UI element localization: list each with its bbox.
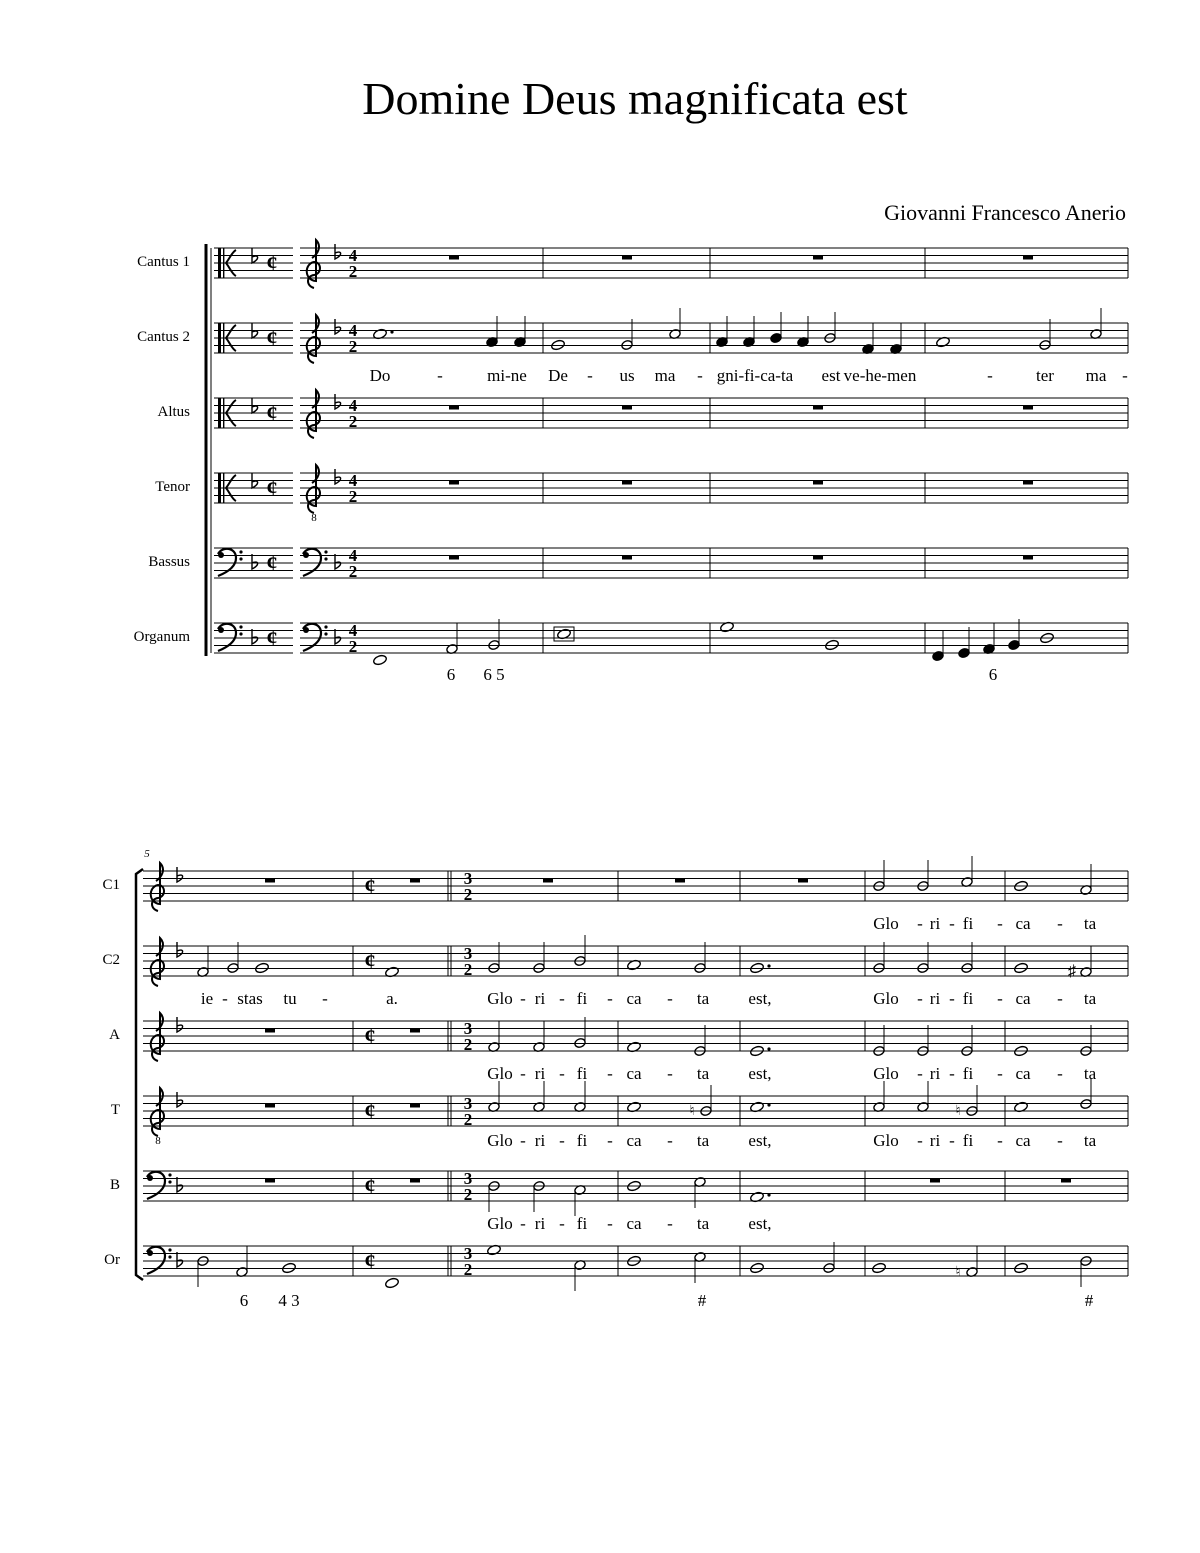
lyric-syllable: ter bbox=[1036, 366, 1054, 385]
time-signature-numerator: 4 bbox=[348, 246, 358, 265]
c-clef bbox=[218, 473, 221, 503]
cut-time-sign: ¢ bbox=[364, 873, 376, 898]
lyric-syllable: - bbox=[1057, 1064, 1063, 1083]
bass-clef-dot bbox=[168, 1180, 171, 1183]
bass-clef-dot bbox=[147, 1250, 153, 1256]
whole-rest bbox=[543, 879, 553, 883]
note-head bbox=[958, 647, 971, 658]
bass-clef-dot bbox=[303, 552, 309, 558]
lyric-syllable: - bbox=[697, 366, 703, 385]
bass-clef-dot bbox=[239, 550, 242, 553]
octave-mark: 8 bbox=[155, 1135, 161, 1147]
whole-rest bbox=[410, 1104, 420, 1108]
cut-time-sign: ¢ bbox=[266, 400, 278, 425]
flat-sign bbox=[177, 1177, 183, 1192]
whole-rest bbox=[798, 879, 808, 883]
bass-clef-dot bbox=[168, 1173, 171, 1176]
cut-time-sign: ¢ bbox=[364, 1023, 376, 1048]
cut-time-sign: ¢ bbox=[266, 325, 278, 350]
treble-clef bbox=[307, 240, 320, 288]
whole-rest bbox=[622, 256, 632, 260]
bass-clef-dot bbox=[147, 1175, 153, 1181]
lyric-syllable: fi bbox=[962, 914, 974, 933]
time-signature-denominator: 2 bbox=[348, 562, 358, 581]
lyric-syllable: - bbox=[559, 1131, 565, 1150]
flat-sign bbox=[335, 629, 341, 644]
score-title: Domine Deus magnificata est bbox=[362, 73, 908, 124]
c-clef bbox=[223, 248, 224, 278]
whole-rest bbox=[622, 481, 632, 485]
lyric-syllable: - bbox=[607, 1064, 613, 1083]
whole-rest bbox=[930, 1179, 940, 1183]
lyric-syllable: us bbox=[619, 366, 635, 385]
bass-clef-dot bbox=[303, 627, 309, 633]
lyric-syllable: - bbox=[949, 914, 955, 933]
score-text bbox=[144, 366, 1128, 1310]
lyric-syllable: fi bbox=[962, 989, 974, 1008]
lyric-syllable: ca bbox=[626, 1131, 642, 1150]
note-head bbox=[373, 654, 388, 666]
lyric-syllable: ta bbox=[1083, 1064, 1097, 1083]
dot bbox=[390, 330, 393, 333]
bass-clef-dot bbox=[324, 550, 327, 553]
lyric-syllable: - bbox=[949, 989, 955, 1008]
lyric-syllable: ca bbox=[1015, 1131, 1031, 1150]
voice-label: Cantus 1 bbox=[137, 254, 190, 270]
whole-rest bbox=[813, 256, 823, 260]
lyric-syllable: Glo bbox=[487, 989, 513, 1008]
lyric-syllable: - bbox=[667, 1064, 673, 1083]
lyric-syllable: - bbox=[987, 366, 993, 385]
lyric-syllable: est, bbox=[748, 1064, 772, 1083]
figured-bass: 6 bbox=[446, 665, 456, 684]
voice-label: B bbox=[109, 1177, 120, 1193]
lyric-syllable: est, bbox=[748, 989, 772, 1008]
cut-time-sign: ¢ bbox=[364, 1173, 376, 1198]
lyric-syllable: ca bbox=[626, 989, 642, 1008]
lyric-syllable: Do bbox=[369, 366, 391, 385]
lyric-syllable: fi bbox=[576, 1131, 588, 1150]
lyric-syllable: fi bbox=[576, 1064, 588, 1083]
figured-bass: 4 3 bbox=[278, 1291, 300, 1310]
bass-clef-dot bbox=[324, 557, 327, 560]
time-signature-denominator: 2 bbox=[463, 1035, 473, 1054]
lyric-syllable: - bbox=[997, 914, 1003, 933]
lyric-syllable: - bbox=[607, 1131, 613, 1150]
flat-sign bbox=[177, 1092, 183, 1107]
lyric-syllable: De bbox=[548, 366, 568, 385]
treble-clef bbox=[151, 863, 164, 911]
lyric-syllable: ca bbox=[1015, 914, 1031, 933]
treble-clef bbox=[151, 1088, 164, 1136]
lyric-syllable: - bbox=[559, 989, 565, 1008]
c-clef bbox=[223, 398, 224, 428]
bass-clef-dot bbox=[239, 632, 242, 635]
lyric-syllable: ca bbox=[626, 1064, 642, 1083]
flat-sign bbox=[335, 394, 341, 409]
whole-rest bbox=[265, 1029, 275, 1033]
note-head bbox=[932, 650, 945, 661]
lyric-syllable: - bbox=[520, 1214, 526, 1233]
lyric-syllable: fi bbox=[576, 1214, 588, 1233]
treble-clef bbox=[307, 465, 320, 513]
lyric-syllable: ri bbox=[534, 1214, 546, 1233]
figured-bass: 6 5 bbox=[483, 665, 505, 684]
time-signature-denominator: 2 bbox=[463, 1260, 473, 1279]
lyric-syllable: tu bbox=[283, 989, 297, 1008]
natural-sign: ♮ bbox=[689, 1104, 695, 1119]
bass-clef-dot bbox=[239, 557, 242, 560]
note-head bbox=[770, 332, 783, 343]
whole-rest bbox=[410, 1179, 420, 1183]
bass-clef-dot bbox=[168, 1255, 171, 1258]
lyric-syllable: ri bbox=[929, 1131, 941, 1150]
whole-rest bbox=[265, 1104, 275, 1108]
time-signature-numerator: 3 bbox=[463, 1169, 473, 1188]
time-signature-numerator: 3 bbox=[463, 944, 473, 963]
c-clef bbox=[218, 323, 221, 353]
lyric-syllable: - bbox=[917, 1064, 923, 1083]
time-signature-numerator: 3 bbox=[463, 869, 473, 888]
whole-rest bbox=[813, 406, 823, 410]
lyric-syllable: Glo bbox=[487, 1214, 513, 1233]
bass-clef-dot bbox=[324, 625, 327, 628]
bass-clef-dot bbox=[324, 632, 327, 635]
treble-clef bbox=[307, 390, 320, 438]
lyric-syllable: ta bbox=[1083, 1131, 1097, 1150]
note-head bbox=[1008, 639, 1021, 650]
lyric-syllable: - bbox=[559, 1214, 565, 1233]
lyric-syllable: - bbox=[917, 989, 923, 1008]
flat-sign bbox=[177, 942, 183, 957]
lyric-syllable: ri bbox=[929, 914, 941, 933]
whole-rest bbox=[265, 879, 275, 883]
octave-mark: 8 bbox=[311, 512, 317, 524]
lyric-syllable: ta bbox=[696, 989, 710, 1008]
lyric-syllable: - bbox=[587, 366, 593, 385]
lyric-syllable: - bbox=[667, 1131, 673, 1150]
cut-time-sign: ¢ bbox=[266, 550, 278, 575]
time-signature-denominator: 2 bbox=[348, 412, 358, 431]
lyric-syllable: est bbox=[821, 366, 841, 385]
sharp-sign: ♯ bbox=[1068, 963, 1076, 980]
natural-sign: ♮ bbox=[955, 1265, 961, 1280]
lyric-syllable: Glo bbox=[873, 914, 899, 933]
dot bbox=[767, 964, 770, 967]
figured-bass: # bbox=[1084, 1291, 1094, 1310]
time-signature-denominator: 2 bbox=[463, 885, 473, 904]
figured-bass: 6 bbox=[988, 665, 998, 684]
voice-label: C2 bbox=[102, 952, 120, 968]
whole-rest bbox=[1023, 256, 1033, 260]
lyric-syllable: ca bbox=[626, 1214, 642, 1233]
lyric-syllable: - bbox=[559, 1064, 565, 1083]
lyric-syllable: ta bbox=[696, 1064, 710, 1083]
bass-clef-dot bbox=[218, 627, 224, 633]
lyric-syllable: - bbox=[667, 1214, 673, 1233]
flat-sign bbox=[177, 1017, 183, 1032]
c-clef bbox=[218, 248, 221, 278]
lyric-syllable: gni-fi-ca-ta bbox=[716, 366, 794, 385]
voice-label: C1 bbox=[102, 877, 120, 893]
lyric-syllable: ta bbox=[1083, 914, 1097, 933]
figured-bass: # bbox=[697, 1291, 707, 1310]
lyric-syllable: Glo bbox=[873, 1064, 899, 1083]
treble-clef bbox=[307, 315, 320, 363]
cut-time-sign: ¢ bbox=[266, 475, 278, 500]
lyric-syllable: - bbox=[607, 1214, 613, 1233]
whole-rest bbox=[410, 1029, 420, 1033]
bass-clef-dot bbox=[168, 1248, 171, 1251]
c-clef bbox=[223, 473, 224, 503]
time-signature-denominator: 2 bbox=[463, 1110, 473, 1129]
whole-rest bbox=[675, 879, 685, 883]
flat-sign bbox=[335, 244, 341, 259]
time-signature-numerator: 3 bbox=[463, 1094, 473, 1113]
whole-rest bbox=[813, 556, 823, 560]
whole-rest bbox=[449, 256, 459, 260]
treble-clef bbox=[151, 938, 164, 986]
note-head bbox=[385, 1277, 400, 1289]
c-clef bbox=[223, 323, 224, 353]
lyric-syllable: - bbox=[520, 989, 526, 1008]
dot bbox=[767, 1103, 770, 1106]
voice-label: Organum bbox=[133, 629, 190, 645]
lyric-syllable: - bbox=[520, 1131, 526, 1150]
lyric-syllable: - bbox=[949, 1131, 955, 1150]
flat-sign bbox=[335, 554, 341, 569]
whole-rest bbox=[449, 406, 459, 410]
lyric-syllable: Glo bbox=[487, 1131, 513, 1150]
time-signature-numerator: 3 bbox=[463, 1244, 473, 1263]
flat-sign bbox=[335, 319, 341, 334]
voice-label: Tenor bbox=[155, 479, 190, 495]
cut-time-sign: ¢ bbox=[364, 1248, 376, 1273]
natural-sign: ♮ bbox=[955, 1104, 961, 1119]
time-signature-denominator: 2 bbox=[348, 262, 358, 281]
whole-rest bbox=[410, 879, 420, 883]
lyric-syllable: fi bbox=[576, 989, 588, 1008]
whole-rest bbox=[265, 1179, 275, 1183]
c-clef bbox=[218, 398, 221, 428]
time-signature-denominator: 2 bbox=[348, 487, 358, 506]
lyric-syllable: - bbox=[997, 989, 1003, 1008]
whole-rest bbox=[1023, 556, 1033, 560]
lyric-syllable: - bbox=[949, 1064, 955, 1083]
flat-sign bbox=[177, 1252, 183, 1267]
bass-clef-dot bbox=[218, 552, 224, 558]
time-signature-numerator: 4 bbox=[348, 546, 358, 565]
time-signature-denominator: 2 bbox=[348, 637, 358, 656]
lyric-syllable: ri bbox=[534, 989, 546, 1008]
lyric-syllable: mi-ne bbox=[487, 366, 527, 385]
time-signature-denominator: 2 bbox=[463, 960, 473, 979]
cut-time-sign: ¢ bbox=[364, 948, 376, 973]
lyric-syllable: ta bbox=[696, 1214, 710, 1233]
lyric-syllable: ri bbox=[929, 1064, 941, 1083]
dot bbox=[767, 1047, 770, 1050]
lyric-syllable: ie bbox=[200, 989, 214, 1008]
lyric-syllable: ve-he-men bbox=[843, 366, 917, 385]
lyric-syllable: - bbox=[1057, 1131, 1063, 1150]
flat-sign bbox=[252, 554, 258, 569]
composer-name: Giovanni Francesco Anerio bbox=[884, 200, 1126, 225]
measure-number: 5 bbox=[144, 848, 150, 860]
cut-time-sign: ¢ bbox=[364, 1098, 376, 1123]
lyric-syllable: ri bbox=[534, 1064, 546, 1083]
lyric-syllable: ta bbox=[696, 1131, 710, 1150]
lyric-syllable: - bbox=[917, 1131, 923, 1150]
lyric-syllable: - bbox=[1057, 914, 1063, 933]
voice-label: Cantus 2 bbox=[137, 329, 190, 345]
lyric-syllable: - bbox=[1057, 989, 1063, 1008]
lyric-syllable: ta bbox=[1083, 989, 1097, 1008]
time-signature-numerator: 4 bbox=[348, 471, 358, 490]
flat-sign bbox=[252, 629, 258, 644]
lyric-syllable: ma bbox=[1085, 366, 1107, 385]
flat-sign bbox=[335, 469, 341, 484]
dot bbox=[767, 1193, 770, 1196]
lyric-syllable: Glo bbox=[487, 1064, 513, 1083]
system-bracket bbox=[136, 869, 143, 1280]
time-signature-denominator: 2 bbox=[348, 337, 358, 356]
whole-rest bbox=[1023, 406, 1033, 410]
voice-label: Altus bbox=[157, 404, 190, 420]
time-signature-denominator: 2 bbox=[463, 1185, 473, 1204]
time-signature-numerator: 4 bbox=[348, 321, 358, 340]
time-signature-numerator: 3 bbox=[463, 1019, 473, 1038]
flat-sign bbox=[177, 867, 183, 882]
bass-clef-dot bbox=[239, 625, 242, 628]
lyric-syllable: stas bbox=[237, 989, 263, 1008]
whole-rest bbox=[449, 556, 459, 560]
time-signature-numerator: 4 bbox=[348, 396, 358, 415]
lyric-syllable: - bbox=[607, 989, 613, 1008]
voice-label: Or bbox=[104, 1252, 120, 1268]
time-signature-numerator: 4 bbox=[348, 621, 358, 640]
lyric-syllable: - bbox=[997, 1131, 1003, 1150]
figured-bass: 6 bbox=[239, 1291, 249, 1310]
lyric-syllable: - bbox=[322, 989, 328, 1008]
cut-time-sign: ¢ bbox=[266, 625, 278, 650]
lyric-syllable: ri bbox=[929, 989, 941, 1008]
lyric-syllable: - bbox=[917, 914, 923, 933]
lyric-syllable: Glo bbox=[873, 1131, 899, 1150]
whole-rest bbox=[1023, 481, 1033, 485]
lyric-syllable: fi bbox=[962, 1064, 974, 1083]
whole-rest bbox=[449, 481, 459, 485]
lyric-syllable: - bbox=[667, 989, 673, 1008]
lyric-syllable: Glo bbox=[873, 989, 899, 1008]
lyric-syllable: - bbox=[997, 1064, 1003, 1083]
lyric-syllable: ca bbox=[1015, 1064, 1031, 1083]
treble-clef bbox=[151, 1013, 164, 1061]
voice-label: Bassus bbox=[148, 554, 190, 570]
voice-label: A bbox=[109, 1027, 120, 1043]
lyric-syllable: ri bbox=[534, 1131, 546, 1150]
lyric-syllable: est, bbox=[748, 1214, 772, 1233]
lyric-syllable: est, bbox=[748, 1131, 772, 1150]
whole-rest bbox=[622, 406, 632, 410]
whole-rest bbox=[622, 556, 632, 560]
lyric-syllable: - bbox=[1122, 366, 1128, 385]
lyric-syllable: - bbox=[437, 366, 443, 385]
lyric-syllable: ma bbox=[654, 366, 676, 385]
breve-note bbox=[554, 627, 574, 641]
lyric-syllable: - bbox=[222, 989, 228, 1008]
lyric-syllable: - bbox=[520, 1064, 526, 1083]
lyric-syllable: ca bbox=[1015, 989, 1031, 1008]
voice-label: T bbox=[110, 1102, 120, 1118]
cut-time-sign: ¢ bbox=[266, 250, 278, 275]
system-1 bbox=[206, 240, 1128, 666]
whole-rest bbox=[813, 481, 823, 485]
whole-rest bbox=[1061, 1179, 1071, 1183]
lyric-syllable: fi bbox=[962, 1131, 974, 1150]
lyric-syllable: a. bbox=[386, 989, 398, 1008]
